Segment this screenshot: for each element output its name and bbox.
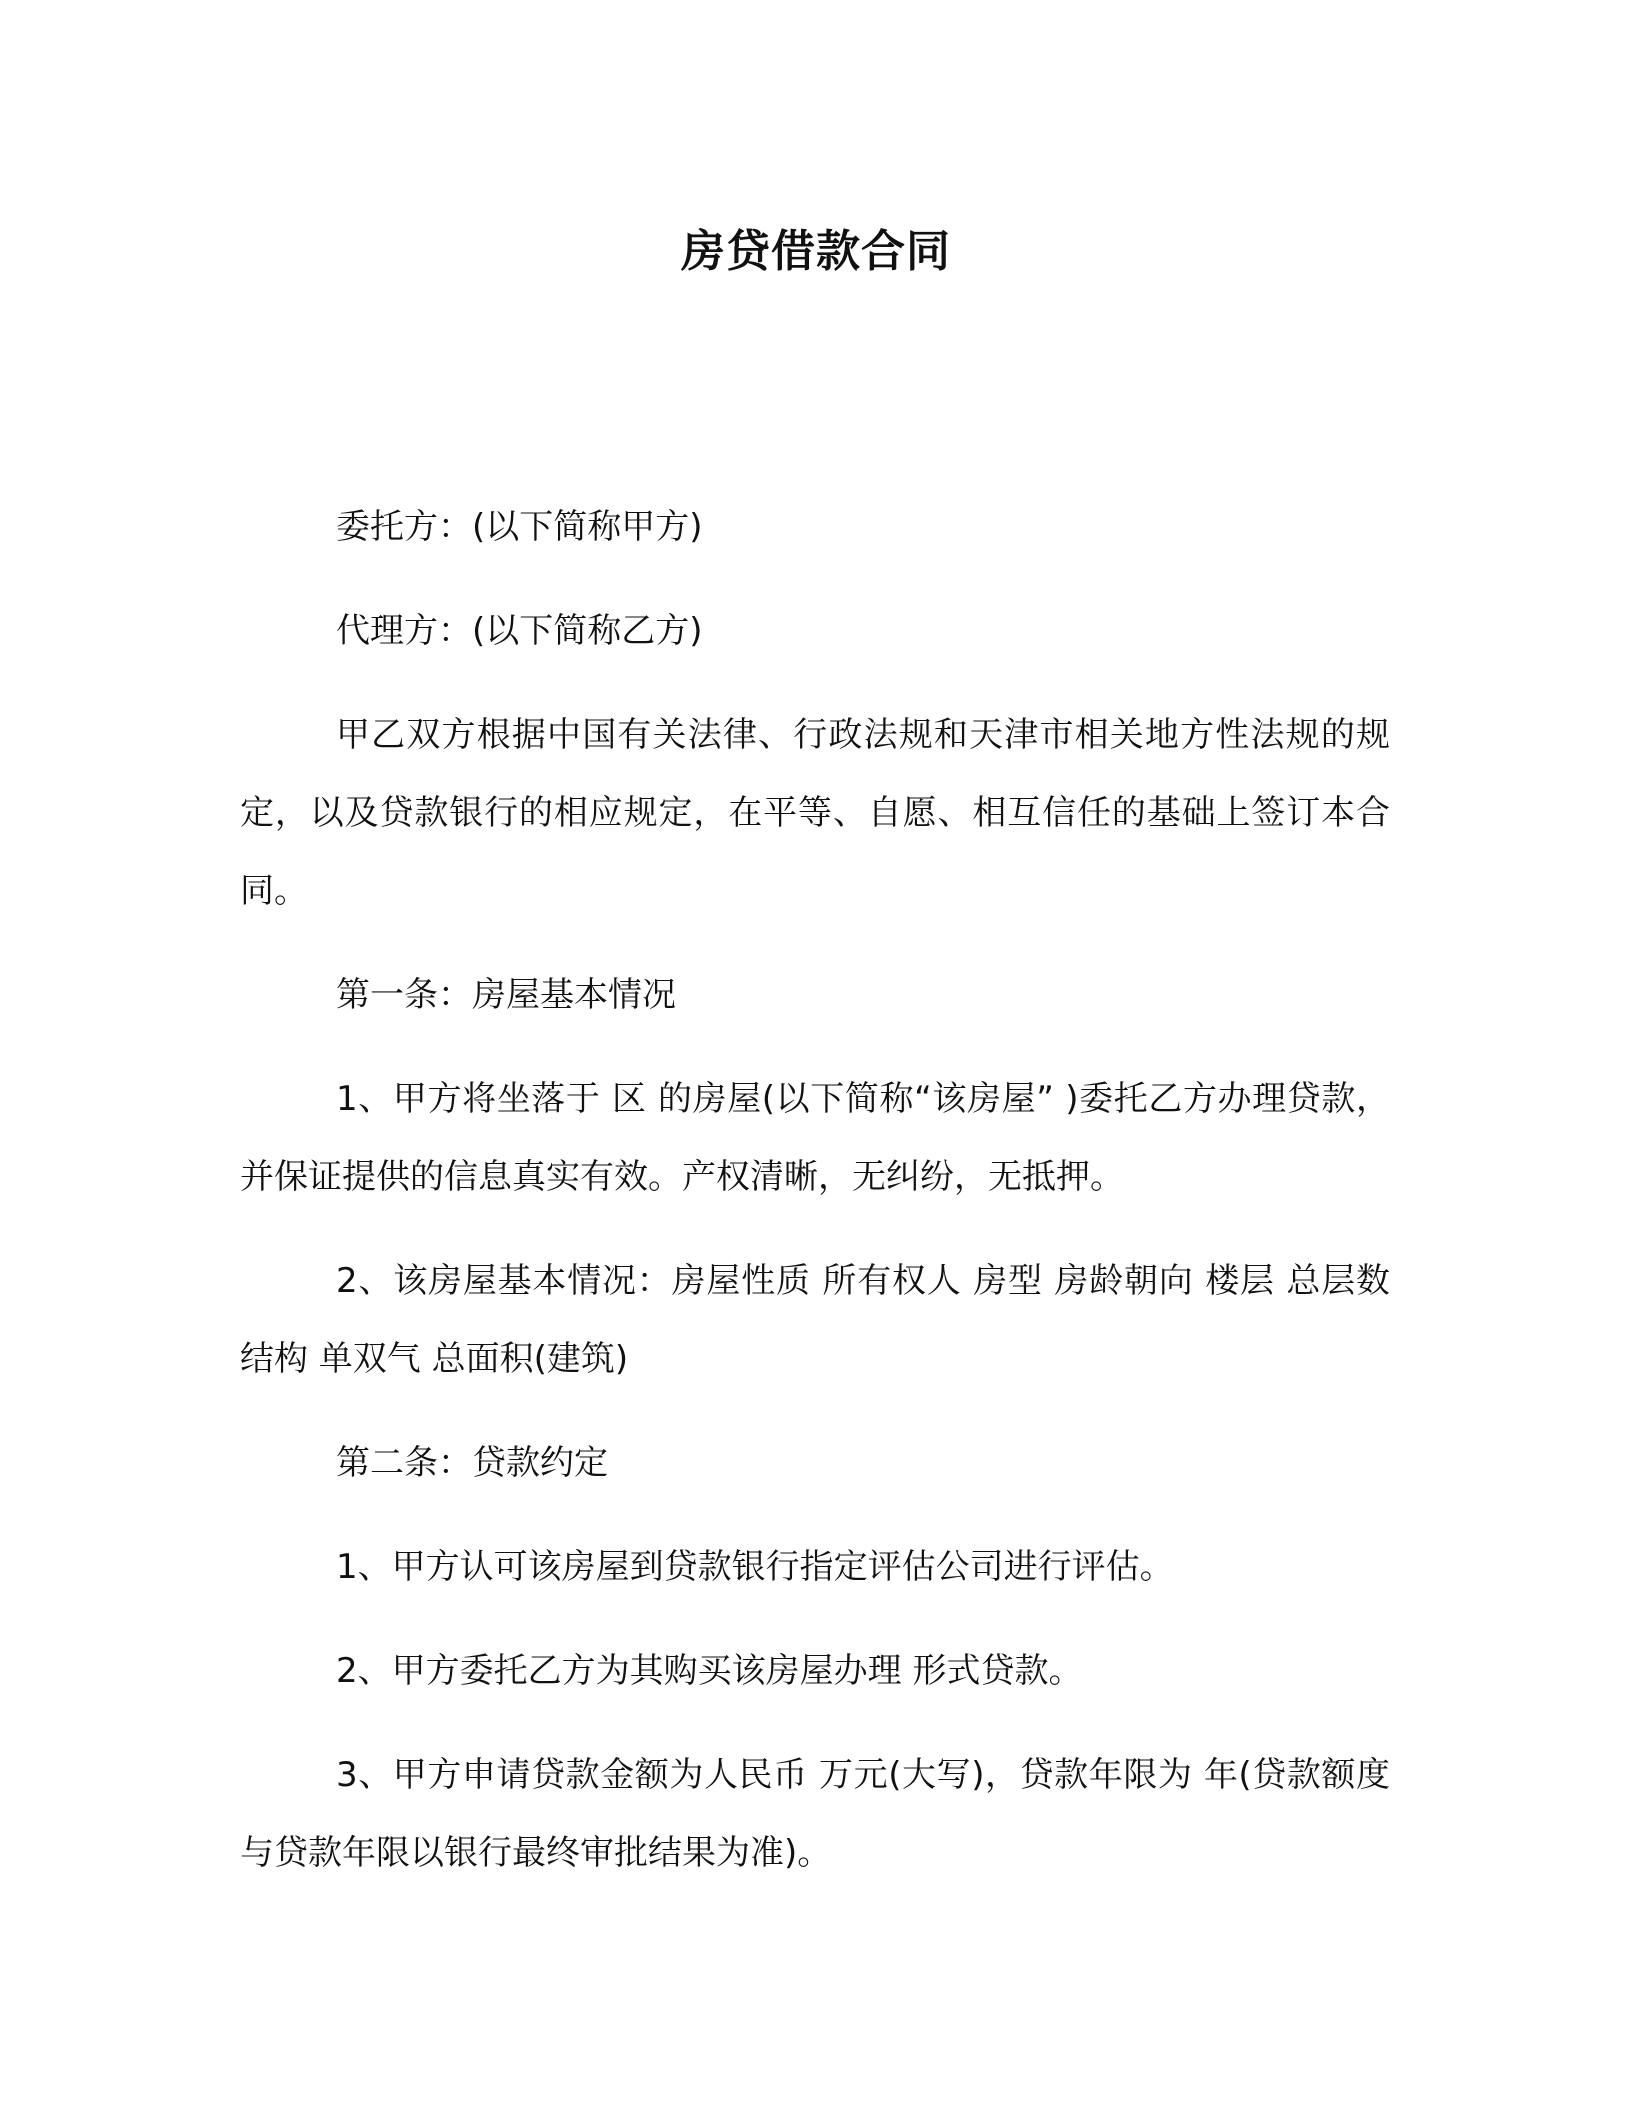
article-2-heading: 第二条：贷款约定: [336, 1443, 608, 1483]
document-body: [240, 488, 1390, 1918]
clause-client: 委托方：(以下简称甲方): [336, 507, 703, 547]
article-1-item-2: 2、该房屋基本情况：房屋性质 所有权人 房型 房龄朝向 楼层 总层数 结构 单双气 总面积(建筑): [240, 1261, 1390, 1379]
document-title: 房贷借款合同: [681, 226, 951, 277]
article-2-item-3: 3、甲方申请贷款金额为人民币 万元(大写)，贷款年限为 年(贷款额度与贷款年限以银行最终审批结果为准)。: [240, 1755, 1390, 1873]
article-1-item-1: 1、甲方将坐落于 区 的房屋(以下简称“该房屋” )委托乙方办理贷款，并保证提供的信息真实有效。产权清晰，无纠纷，无抵押。: [240, 1079, 1390, 1197]
article-2-item-1: 1、甲方认可该房屋到贷款银行指定评估公司进行评估。: [336, 1547, 1174, 1587]
article-2-item-2: 2、甲方委托乙方为其购买该房屋办理 形式贷款。: [336, 1651, 1083, 1691]
preamble-paragraph: 甲乙双方根据中国有关法律、行政法规和天津市相关地方性法规的规定，以及贷款银行的相应规定，在平等、自愿、相互信任的基础上签订本合同。: [240, 715, 1390, 911]
article-1-heading: 第一条：房屋基本情况: [336, 975, 676, 1015]
clause-agent: 代理方：(以下简称乙方): [336, 611, 703, 651]
